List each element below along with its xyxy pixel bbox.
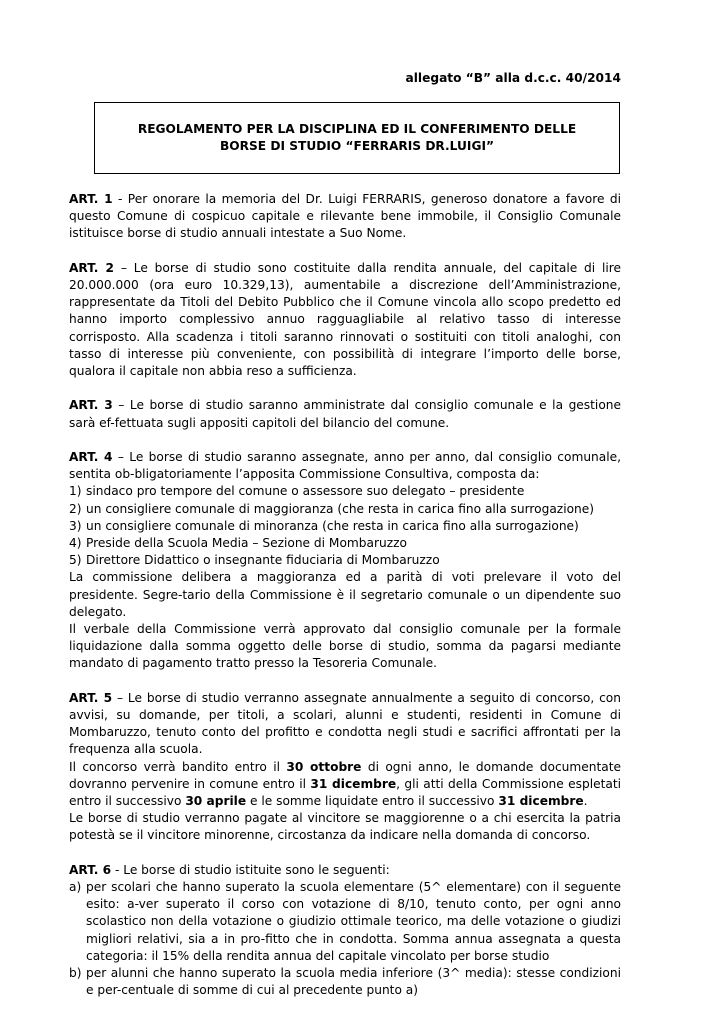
article-1-label: ART. 1	[69, 192, 113, 206]
scholarship-item	[69, 965, 621, 999]
title-box	[94, 102, 620, 174]
deadline-date: 31 dicembre	[498, 794, 584, 809]
article-3	[69, 397, 621, 431]
attachment-reference: allegato “B” alla d.c.c. 40/2014	[405, 71, 621, 85]
title-line-2: BORSE DI STUDIO “FERRARIS DR.LUIGI”	[220, 139, 494, 153]
article-2-text: – Le borse di studio sono costituite dalla rendita annuale, del capitale di lire 20.000.000 (ora euro 10.329,13), aumentabile a discrezione dell’Amministrazione, rappresentate da Titoli del Debito Pubblico che il Comune vincola allo scopo predetto ed hanno importo complessivo annuo ragguagliabile al relativo tasso di interesse corrisposto. Alla scadenza i titoli saranno rinnovati o sostituiti con titoli analoghi, con tasso di interesse più conveniente, con possibilità di integrare l’importo delle borse, qualora il capitale non abbia reso a sufficienza.	[69, 260, 621, 379]
item-text: per scolari che hanno superato la scuola elementare (5^ elementare) con il seguente esito: a-ver superato il corso con votazione di 8/10, tenuto conto, per ogni anno scolastico non della votazione o giudizio ottimale teorico, ma delle votazione o giudizi migliori relativi, sia a in pro-fitto che in condotta. Somma annua assegnata a questa categoria: il 15% della rendita annua del capitale vincolato per borse studio	[86, 880, 621, 963]
commission-member	[69, 518, 621, 535]
article-5-label: ART. 5	[69, 690, 113, 705]
article-5-text: – Le borse di studio verranno assegnate annualmente a seguito di concorso, con avvisi, su domande, per titoli, a scolari, alunni e studenti, residenti in Comune di Mombaruzzo, tenuto conto del profitto e condotta negli studi e sacrifici affrontati per la frequenza alla scuola.	[69, 690, 621, 757]
commission-member	[69, 552, 621, 569]
commission-member	[69, 483, 621, 500]
article-5	[69, 690, 621, 845]
commission-member	[69, 535, 621, 552]
article-4	[69, 449, 621, 673]
article-3-label: ART. 3	[69, 398, 113, 413]
member-text: un consigliere comunale di minoranza (che resta in carica fino alla surrogazione)	[86, 518, 579, 533]
item-letter: a)	[69, 880, 82, 895]
article-4-text: – Le borse di studio saranno assegnate, anno per anno, dal consiglio comunale, sentita ob-bligatoriamente l’apposita Commissione Consultiva, composta da:	[69, 450, 622, 482]
member-number: 1)	[69, 484, 82, 499]
article-6-label: ART. 6	[69, 862, 112, 877]
member-text: un consigliere comunale di maggioranza (che resta in carica fino alla surrogazione)	[86, 501, 595, 516]
document-body	[69, 191, 621, 1017]
member-number: 4)	[69, 536, 82, 551]
member-text: Direttore Didattico o insegnante fiduciaria di Mombaruzzo	[86, 553, 440, 568]
member-number: 3)	[69, 518, 82, 533]
article-1-text: - Per onorare la memoria del Dr. Luigi FERRARIS, generoso donatore a favore di questo Comune di cospicuo capitale e rilevante bene immobile, il Consiglio Comunale istituisce borse di studio annuali intestate a Suo Nome.	[69, 192, 621, 241]
member-text: Preside della Scuola Media – Sezione di Mombaruzzo	[86, 536, 407, 551]
text-run: di ogni anno, le domande documentate dovranno pervenire in comune entro il	[69, 759, 621, 791]
text-run: e le somme liquidate entro il successivo	[246, 794, 499, 809]
article-2-label: ART. 2	[69, 260, 115, 275]
article-5-paragraph-3: Le borse di studio verranno pagate al vincitore se maggiorenne o a chi esercita la patria potestà se il vincitore minorenne, circostanza da indicare nella domanda di concorso.	[69, 811, 621, 843]
scholarship-item	[69, 879, 621, 965]
article-2	[69, 260, 621, 380]
article-4-paragraph-2: La commissione delibera a maggioranza ed a parità di voti prelevare il voto del presidente. Segre-tario della Commissione è il segretario comunale o un dipendente suo delegato.	[69, 570, 621, 619]
text-run: .	[583, 794, 588, 809]
text-run: , gli atti della Commissione espletati entro il successivo	[69, 776, 621, 809]
article-5-paragraph-2	[69, 759, 621, 811]
article-1	[69, 191, 621, 243]
article-6-text: - Le borse di studio istituite sono le seguenti:	[111, 862, 390, 877]
title-line-1: REGOLAMENTO PER LA DISCIPLINA ED IL CONFERIMENTO DELLE	[137, 122, 577, 136]
item-text: per alunni che hanno superato la scuola media inferiore (3^ media): stesse condizioni e per-centuale di somme di cui al precedente punto a)	[86, 966, 621, 998]
article-6	[69, 862, 621, 1000]
item-letter: b)	[69, 966, 82, 981]
member-number: 5)	[69, 553, 82, 568]
article-4-paragraph-3: Il verbale della Commissione verrà approvato dal consiglio comunale per la formale liquidazione dalla somma oggetto delle borse di studio, somma da pagarsi mediante mandato di pagamento tratto presso la Tesoreria Comunale.	[69, 622, 621, 671]
text-run: Il concorso verrà bandito entro il	[69, 759, 287, 774]
article-3-text: – Le borse di studio saranno amministrate dal consiglio comunale e la gestione sarà ef-fettuata sugli appositi capitoli del bilancio del comune.	[69, 398, 621, 430]
member-text: sindaco pro tempore del comune o assessore suo delegato – presidente	[86, 484, 525, 499]
deadline-date: 30 ottobre	[286, 759, 362, 774]
member-number: 2)	[69, 501, 82, 516]
deadline-date: 31 dicembre	[310, 776, 397, 791]
deadline-date: 30 aprile	[185, 794, 247, 809]
article-4-label: ART. 4	[69, 450, 113, 464]
commission-member	[69, 501, 621, 518]
